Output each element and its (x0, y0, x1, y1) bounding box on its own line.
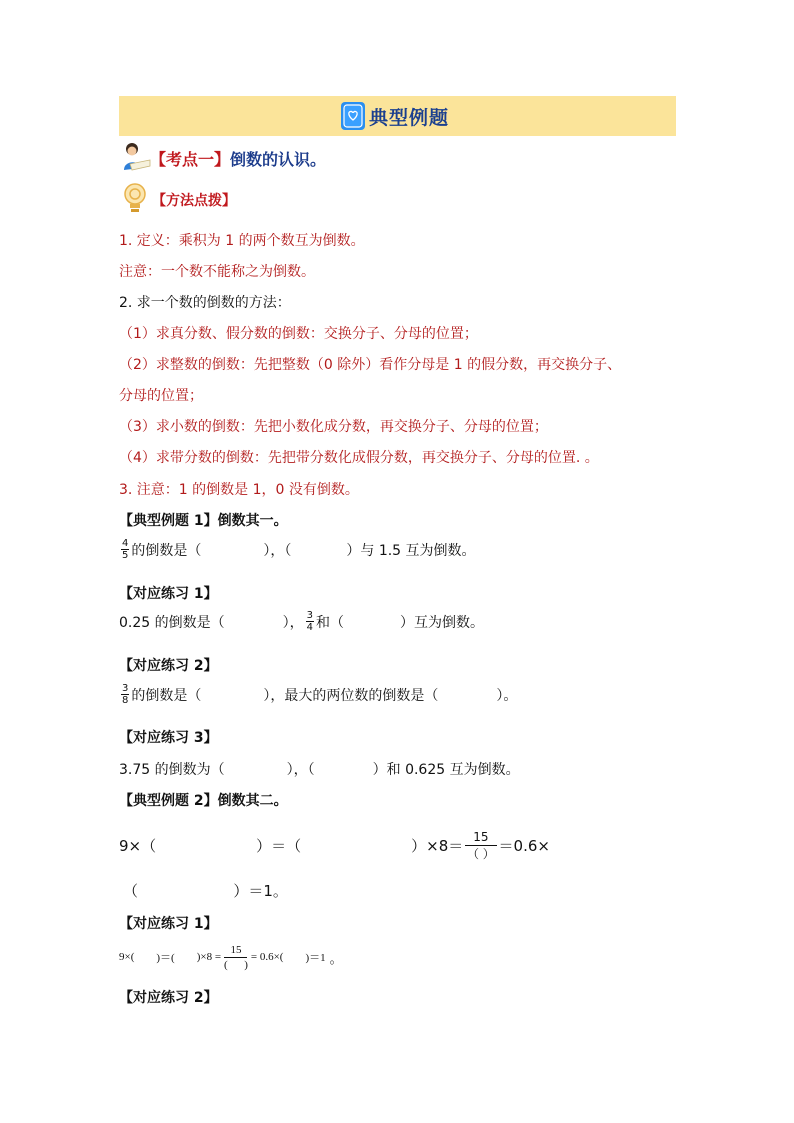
fraction: $\frac{4}{5}$ (122, 538, 129, 561)
equation-line: 9×（ ）＝（ ）×8＝ 15 （ ） ＝0.6× (119, 829, 550, 861)
student-reading-icon (120, 140, 152, 172)
method-line: （3）求小数的倒数：先把小数化成分数，再交换分子、分母的位置； (119, 419, 548, 435)
method-line: 1. 定义：乘积为 1 的两个数互为倒数。 (119, 233, 365, 249)
method-line: （2）求整数的倒数：先把整数（0 除外）看作分母是 1 的假分数，再交换分子、 (119, 357, 622, 373)
method-heading: 【方法点拨】 (152, 193, 236, 209)
practice-heading: 【对应练习 2】 (119, 658, 218, 674)
lightbulb-icon (122, 182, 148, 216)
question-line: $\frac{3}{8}$ 的倒数是（ ），最大的两位数的倒数是（ ）。 (122, 683, 518, 706)
method-line: （4）求带分数的倒数：先把带分数化成假分数，再交换分子、分母的位置. 。 (119, 450, 599, 466)
example-heading: 【典型例题 1】倒数其一。 (119, 513, 288, 529)
practice-heading: 【对应练习 3】 (119, 730, 218, 746)
question-line: 3.75 的倒数为（ ），（ ）和 0.625 互为倒数。 (119, 762, 520, 778)
fraction: 15 （ ） (466, 829, 495, 861)
practice-heading: 【对应练习 2】 (119, 990, 218, 1006)
fraction: $\frac{3}{8}$ (122, 683, 129, 706)
method-line: （1）求真分数、假分数的倒数：交换分子、分母的位置； (119, 326, 478, 342)
banner-title: 典型例题 (369, 106, 450, 129)
equation-line: （ ）＝1。 (123, 882, 288, 900)
fraction: 15 ( ) (224, 943, 248, 971)
question-line: 0.25 的倒数是（ ）， $\frac{3}{4}$ 和（ ）互为倒数。 (119, 610, 484, 633)
section-banner (119, 96, 676, 136)
method-line: 注意：一个数不能称之为倒数。 (119, 264, 315, 280)
practice-heading: 【对应练习 1】 (119, 586, 218, 602)
practice-heading: 【对应练习 1】 (119, 916, 218, 932)
method-line: 3. 注意：1 的倒数是 1，0 没有倒数。 (119, 482, 359, 498)
kaodian-heading: 【考点一】倒数的认识。 (150, 150, 327, 169)
question-line: $\frac{4}{5}$ 的倒数是（ ），（ ）与 1.5 互为倒数。 (122, 538, 476, 561)
fraction: $\frac{3}{4}$ (306, 610, 313, 633)
method-line: 分母的位置； (119, 388, 203, 404)
example-heading: 【典型例题 2】倒数其二。 (119, 793, 288, 809)
equation-line: 9×( )＝( )×8 = 15 ( ) = 0.6×( )＝1 。 (119, 943, 343, 971)
heart-shield-icon (341, 102, 365, 130)
method-line: 2. 求一个数的倒数的方法： (119, 295, 291, 311)
